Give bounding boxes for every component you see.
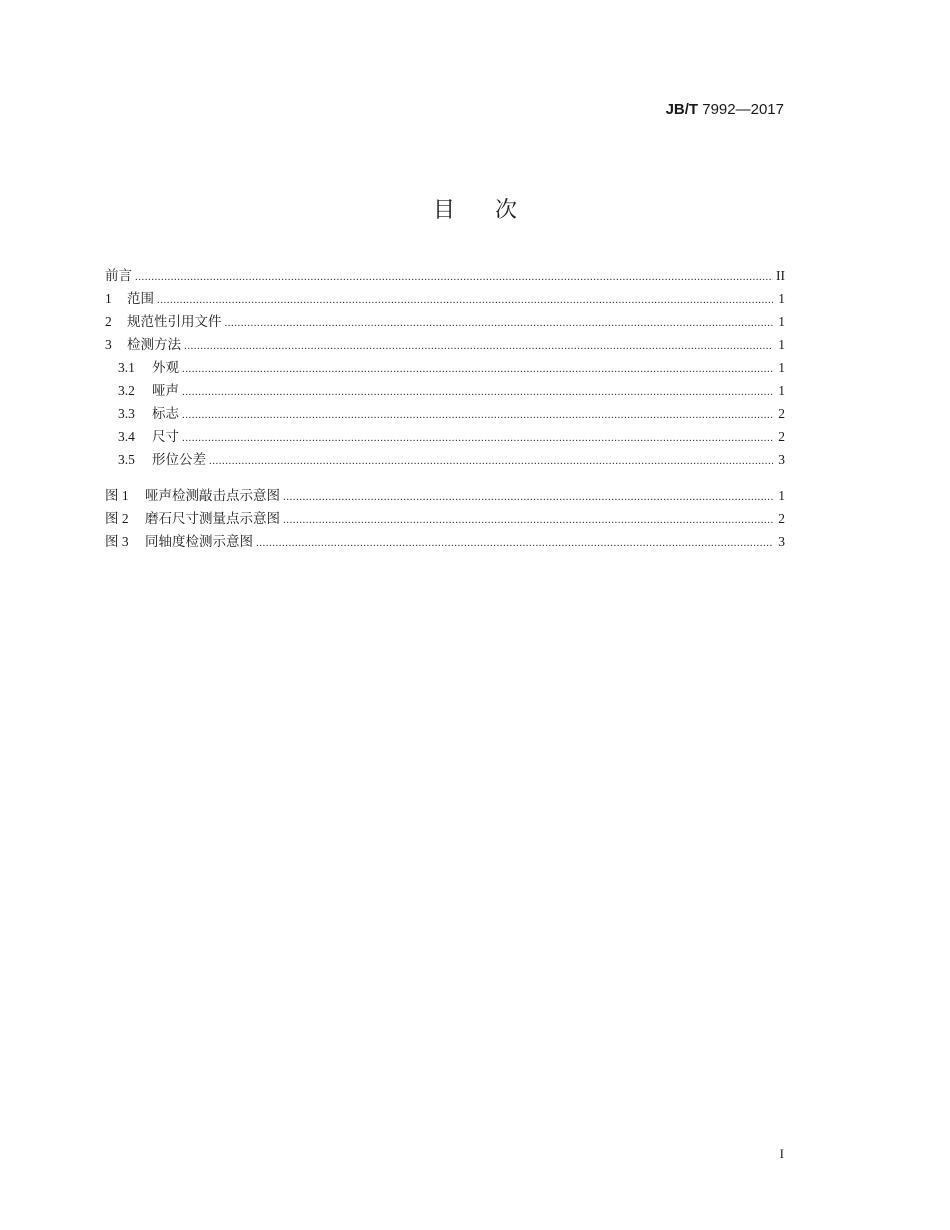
toc-entry-number: 2: [105, 314, 112, 329]
toc-entry-page: II: [776, 268, 785, 283]
toc-entry-3-4[interactable]: [105, 425, 785, 448]
toc-entry-number: 3: [105, 337, 112, 352]
dot-leader: [182, 404, 773, 427]
figure-number: 图 2: [105, 511, 129, 526]
figure-label: 同轴度检测示意图: [145, 534, 253, 550]
toc-entry-3-5[interactable]: [105, 448, 785, 471]
figure-page: 3: [778, 534, 785, 549]
toc-entry-label: 尺寸: [152, 429, 179, 445]
toc-entry-3[interactable]: [105, 333, 785, 356]
figure-number: 图 1: [105, 488, 129, 503]
toc-figure-3[interactable]: [105, 530, 785, 553]
toc-entry-label: 标志: [152, 406, 179, 422]
figure-page: 1: [778, 488, 785, 503]
toc-entry-label: 形位公差: [152, 452, 206, 468]
toc-entry-label: 外观: [152, 360, 179, 376]
toc-sections: [105, 264, 785, 471]
dot-leader: [225, 312, 774, 335]
dot-leader: [157, 289, 773, 312]
toc-entry-page: 1: [778, 291, 785, 306]
dot-leader: [182, 427, 773, 450]
page-title: 目次: [432, 198, 557, 223]
toc-entry-page: 1: [778, 360, 785, 375]
toc-figures: [105, 484, 785, 553]
toc-entry-page: 3: [778, 452, 785, 467]
table-of-contents: [105, 264, 785, 553]
toc-entry-page: 1: [778, 337, 785, 352]
toc-figure-2[interactable]: [105, 507, 785, 530]
toc-entry-3-3[interactable]: [105, 402, 785, 425]
figure-label: 哑声检测敲击点示意图: [145, 488, 280, 504]
toc-entry-number: 3.5: [118, 452, 135, 467]
toc-figure-1[interactable]: [105, 484, 785, 507]
page-number: I: [779, 1146, 784, 1161]
dot-leader: [209, 450, 773, 473]
toc-entry-label: 范围: [127, 291, 154, 307]
toc-entry-2[interactable]: [105, 310, 785, 333]
toc-entry-page: 2: [778, 406, 785, 421]
figure-number: 图 3: [105, 534, 129, 549]
dot-leader: [182, 381, 773, 404]
toc-entry-number: 3.1: [118, 360, 135, 375]
toc-entry-page: 1: [778, 314, 785, 329]
toc-entry-3-2[interactable]: [105, 379, 785, 402]
toc-entry-number: 3.3: [118, 406, 135, 421]
toc-entry-number: 3.2: [118, 383, 135, 398]
toc-entry-foreword[interactable]: [105, 264, 785, 287]
dot-leader: [256, 532, 773, 555]
toc-entry-page: 2: [778, 429, 785, 444]
toc-entry-label: 规范性引用文件: [127, 314, 222, 330]
toc-entry-number: 3.4: [118, 429, 135, 444]
dot-leader: [182, 358, 773, 381]
dot-leader: [184, 335, 773, 358]
dot-leader: [283, 509, 773, 532]
figure-label: 磨石尺寸测量点示意图: [145, 511, 280, 527]
toc-entry-label: 哑声: [152, 383, 179, 399]
toc-entry-label: 前言: [105, 268, 132, 284]
toc-entry-label: 检测方法: [127, 337, 181, 353]
toc-entry-3-1[interactable]: [105, 356, 785, 379]
standard-code: [666, 101, 784, 118]
toc-entry-number: 1: [105, 291, 112, 306]
dot-leader: [283, 486, 773, 509]
toc-entry-1[interactable]: [105, 287, 785, 310]
toc-entry-page: 1: [778, 383, 785, 398]
standard-number: 7992—2017: [702, 101, 784, 118]
standard-prefix: JB/T: [665, 101, 699, 118]
dot-leader: [135, 266, 773, 289]
figure-page: 2: [778, 511, 785, 526]
